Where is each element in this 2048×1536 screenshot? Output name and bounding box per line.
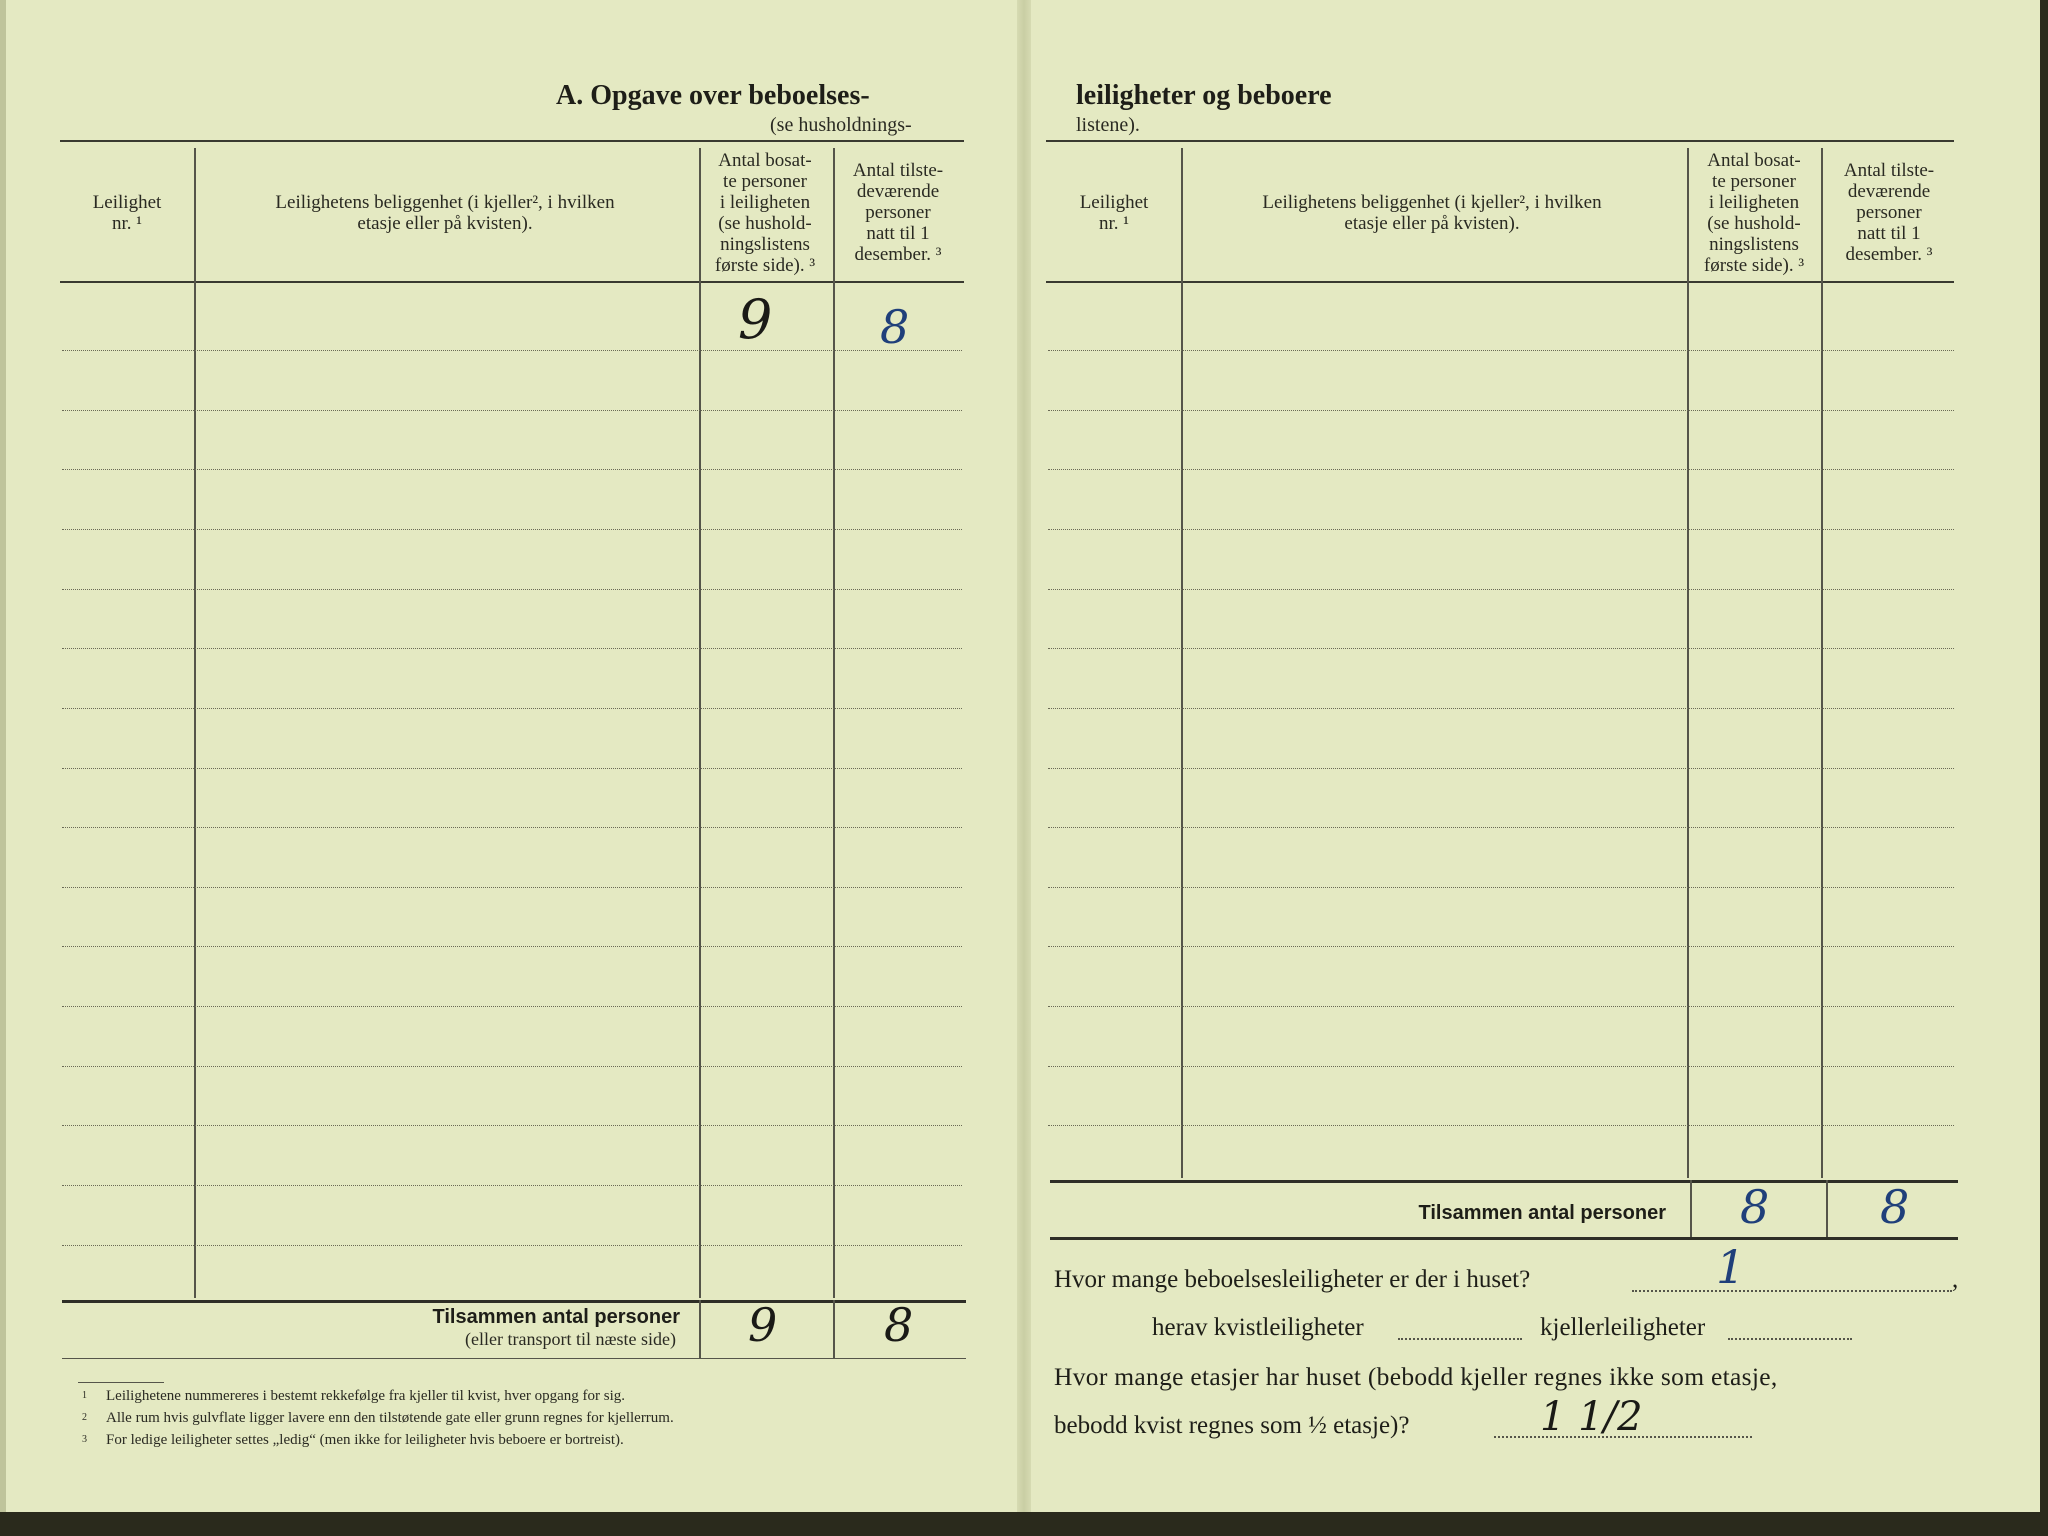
right-title: leiligheter og beboere (1076, 80, 1332, 111)
answer-line-cellar (1728, 1338, 1852, 1340)
footnote-3-text: For ledige leiligheter settes „ledig“ (men ikke for leiligheter hvis beboere er bortreist). (106, 1432, 624, 1448)
left-row-rule (62, 350, 962, 351)
right-row-rule (1048, 1125, 1954, 1126)
footnote-2-number: 2 (82, 1412, 87, 1423)
right-col-apartment-header: Leilighet nr. ¹ (1079, 192, 1149, 234)
left-total-top-border (62, 1300, 966, 1303)
right-row-rule (1048, 768, 1954, 769)
right-row-rule (1048, 887, 1954, 888)
left-row-rule (62, 1066, 962, 1067)
answer-line-apartments (1632, 1290, 1952, 1292)
left-total-sublabel: (eller transport til næste side) (465, 1329, 676, 1349)
left-col-resident-header: Antal bosat- te personer i leiligheten (se hushold- ningslistens første side). ³ (714, 150, 816, 276)
right-row-rule (1048, 469, 1954, 470)
footnote-3-number: 3 (82, 1434, 87, 1445)
left-row-rule (62, 827, 962, 828)
right-total-divider-1 (1690, 1180, 1692, 1237)
left-row1-resident-value: 9 (738, 288, 773, 351)
answer-line-attic (1398, 1338, 1522, 1340)
left-total-present-value: 8 (884, 1298, 914, 1352)
page-edge-bottom (0, 1512, 2048, 1536)
question-attic-apartments: herav kvistleiligheter (1152, 1314, 1364, 1341)
left-row-rule (62, 1006, 962, 1007)
page-edge-right (2040, 0, 2048, 1536)
answer-apartments: 1 (1716, 1240, 1746, 1294)
right-col-resident-header: Antal bosat- te personer i leiligheten (se hushold- ningslistens første side). ³ (1703, 150, 1805, 276)
footnote-1-number: 1 (82, 1390, 87, 1401)
page-edge-left (0, 0, 6, 1536)
left-row-rule (62, 469, 962, 470)
left-row-rule (62, 1245, 962, 1246)
right-total-resident-value: 8 (1740, 1180, 1770, 1234)
right-row-rule (1048, 410, 1954, 411)
left-row-rule (62, 589, 962, 590)
question-comma: , (1952, 1266, 1959, 1293)
footnote-separator (78, 1382, 164, 1383)
right-row-rule (1048, 1006, 1954, 1007)
left-row-rule (62, 887, 962, 888)
right-row-rule (1048, 589, 1954, 590)
left-title: A. Opgave over beboelses- (556, 80, 870, 111)
answer-floors: 1 1/2 (1540, 1394, 1643, 1440)
right-total-label: Tilsammen antal personer (1418, 1202, 1666, 1224)
left-row-rule (62, 1125, 962, 1126)
page-fold (1017, 0, 1031, 1536)
left-row-rule (62, 529, 962, 530)
left-total-label: Tilsammen antal personer (432, 1306, 680, 1328)
question-floors-line1: Hvor mange etasjer har huset (bebodd kjeller regnes ikke som etasje, (1054, 1362, 1778, 1391)
right-table-top-border (1046, 140, 1954, 142)
left-row-rule (62, 1185, 962, 1186)
left-row-rule (62, 648, 962, 649)
left-total-divider-2 (833, 1300, 835, 1358)
right-subtitle: listene). (1076, 114, 1140, 136)
right-row-rule (1048, 946, 1954, 947)
footnote-2-text: Alle rum hvis gulvflate ligger lavere enn den tilstøtende gate eller grunn regnes for kjellerrum. (106, 1410, 674, 1426)
left-table-top-border (60, 140, 964, 142)
left-row1-present-value: 8 (880, 300, 910, 354)
question-apartments: Hvor mange beboelsesleiligheter er der i huset? (1054, 1266, 1531, 1293)
left-col-present-header: Antal tilste- deværende personer natt til 1 desember. ³ (852, 160, 944, 265)
right-total-divider-2 (1826, 1180, 1828, 1237)
right-total-bottom-border (1050, 1237, 1958, 1240)
left-col-location-header: Leilighetens beliggenhet (i kjeller², i hvilken etasje eller på kvisten). (275, 192, 615, 234)
left-total-divider-1 (699, 1300, 701, 1358)
left-total-bottom-border (62, 1358, 966, 1359)
right-row-rule (1048, 827, 1954, 828)
left-row-rule (62, 768, 962, 769)
left-row-rule (62, 708, 962, 709)
right-col-divider-1 (1181, 148, 1183, 1178)
left-row-rule (62, 946, 962, 947)
right-row-rule (1048, 1066, 1954, 1067)
right-row-rule (1048, 708, 1954, 709)
left-subtitle: (se husholdnings- (770, 114, 912, 136)
left-total-resident-value: 9 (748, 1298, 778, 1352)
right-col-location-header: Leilighetens beliggenhet (i kjeller², i hvilken etasje eller på kvisten). (1262, 192, 1602, 234)
right-col-divider-3 (1821, 148, 1823, 1178)
right-col-present-header: Antal tilste- deværende personer natt til 1 desember. ³ (1843, 160, 1935, 265)
question-cellar-apartments: kjellerleiligheter (1540, 1314, 1706, 1341)
right-row-rule (1048, 529, 1954, 530)
right-row-rule (1048, 350, 1954, 351)
left-col-apartment-header: Leilighet nr. ¹ (92, 192, 162, 234)
footnote-1-text: Leilighetene nummereres i bestemt rekkefølge fra kjeller til kvist, hver opgang for sig. (106, 1388, 625, 1404)
left-row-rule (62, 410, 962, 411)
question-floors-line2: bebodd kvist regnes som ½ etasje)? (1054, 1412, 1410, 1439)
right-row-rule (1048, 648, 1954, 649)
right-total-top-border (1050, 1180, 1958, 1183)
right-total-present-value: 8 (1880, 1180, 1910, 1234)
right-col-divider-2 (1687, 148, 1689, 1178)
